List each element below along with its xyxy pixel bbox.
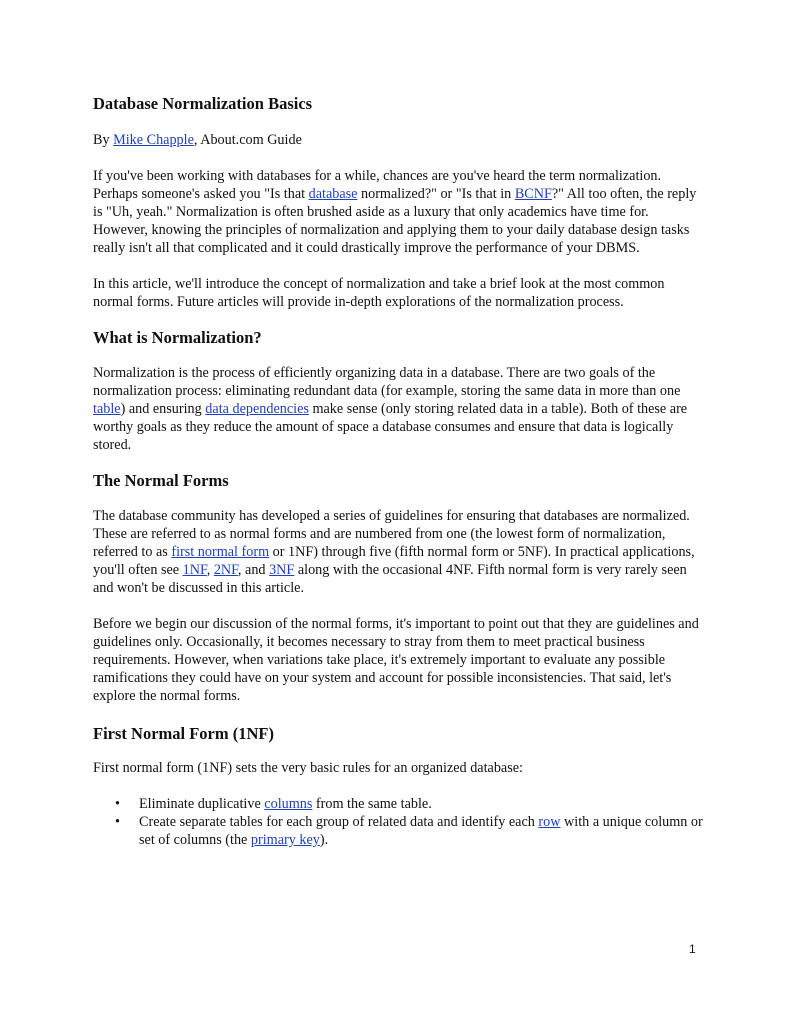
list-item-text: with a unique column or set of columns (the <box>139 814 703 848</box>
section-heading-first-normal-form: First Normal Form (1NF) <box>93 724 274 743</box>
intro-text: ?" All too often, the reply is "Uh, yeah." Normalization is often brushed aside as a luxury that only academics have time for. However, knowing the principles of normalization and applying them to your daily database design tasks really isn't all that complicated and it could drastically improve the performance of your DBMS. <box>93 186 697 256</box>
document-title: Database Normalization Basics <box>93 94 313 113</box>
first-normal-form-paragraph: First normal form (1NF) sets the very basic rules for an organized database: <box>93 760 523 776</box>
list-item <box>93 813 703 849</box>
normal-forms-text: along with the occasional 4NF. Fifth normal form is very rarely seen and won't be discussed in this article. <box>93 562 687 596</box>
first-normal-form-link[interactable]: first normal form <box>171 544 270 560</box>
what-is-text: Normalization is the process of efficiently organizing data in a database. There are two goals of the normalization process: eliminating redundant data (for example, storing the same data in more than one <box>93 365 681 399</box>
byline-suffix: , About.com Guide <box>193 132 302 148</box>
3nf-link[interactable]: 3NF <box>269 562 295 578</box>
primary-key-link[interactable]: primary key <box>250 832 320 848</box>
bullet-icon: • <box>115 814 120 830</box>
section-heading-what-is-normalization: What is Normalization? <box>93 328 262 347</box>
byline <box>93 131 703 149</box>
intro-paragraph-2: In this article, we'll introduce the concept of normalization and take a brief look at the most common normal forms. Future articles will provide in-depth explorations of the normalization process. <box>93 276 665 310</box>
byline-prefix: By <box>93 132 114 148</box>
bullet-icon: • <box>115 796 120 812</box>
normal-forms-text: , <box>206 562 214 578</box>
table-link[interactable]: table <box>93 401 121 417</box>
bcnf-link[interactable]: BCNF <box>514 186 552 202</box>
row-link[interactable]: row <box>538 814 561 830</box>
list-item-text: from the same table. <box>312 796 432 812</box>
page-number: 1 <box>689 942 696 956</box>
normal-forms-text: , and <box>237 562 270 578</box>
database-link[interactable]: database <box>308 186 358 202</box>
what-is-paragraph <box>93 364 703 454</box>
list-item-text: ). <box>319 832 329 848</box>
document-page <box>93 92 703 849</box>
normal-forms-text: The database community has developed a series of guidelines for ensuring that databases are normalized. These are referred to as normal forms and are numbered from one (the lowest form of normalization, referred to as <box>93 508 690 560</box>
first-normal-form-rules-list <box>93 795 703 849</box>
list-item-text: Eliminate duplicative <box>139 796 265 812</box>
list-item <box>93 795 703 813</box>
2nf-link[interactable]: 2NF <box>213 562 238 578</box>
author-link[interactable]: Mike Chapple <box>113 132 194 148</box>
intro-paragraph-1 <box>93 167 703 257</box>
intro-text: If you've been working with databases for a while, chances are you've heard the term normalization. Perhaps someone's asked you "Is that <box>93 168 662 202</box>
1nf-link[interactable]: 1NF <box>182 562 207 578</box>
intro-text: normalized?" or "Is that in <box>357 186 515 202</box>
list-item-text: Create separate tables for each group of related data and identify each <box>139 814 539 830</box>
what-is-text: make sense (only storing related data in a table). Both of these are worthy goals as they reduce the amount of space a database consumes and ensure that data is logically stored. <box>93 401 688 453</box>
what-is-text: ) and ensuring <box>120 401 206 417</box>
normal-forms-text: or 1NF) through five (fifth normal form or 5NF). In practical applications, you'll often see <box>93 544 695 578</box>
normal-forms-paragraph-1 <box>93 507 703 597</box>
columns-link[interactable]: columns <box>264 796 313 812</box>
data-dependencies-link[interactable]: data dependencies <box>205 401 309 417</box>
normal-forms-paragraph-2: Before we begin our discussion of the normal forms, it's important to point out that they are guidelines and guidelines only. Occasionally, it becomes necessary to stray from them to meet practical business requirements. However, when variations take place, it's extremely important to evaluate any possible ramifications they could have on your system and account for possible inconsistencies. That said, let's explore the normal forms. <box>93 616 699 704</box>
section-heading-normal-forms: The Normal Forms <box>93 471 229 490</box>
